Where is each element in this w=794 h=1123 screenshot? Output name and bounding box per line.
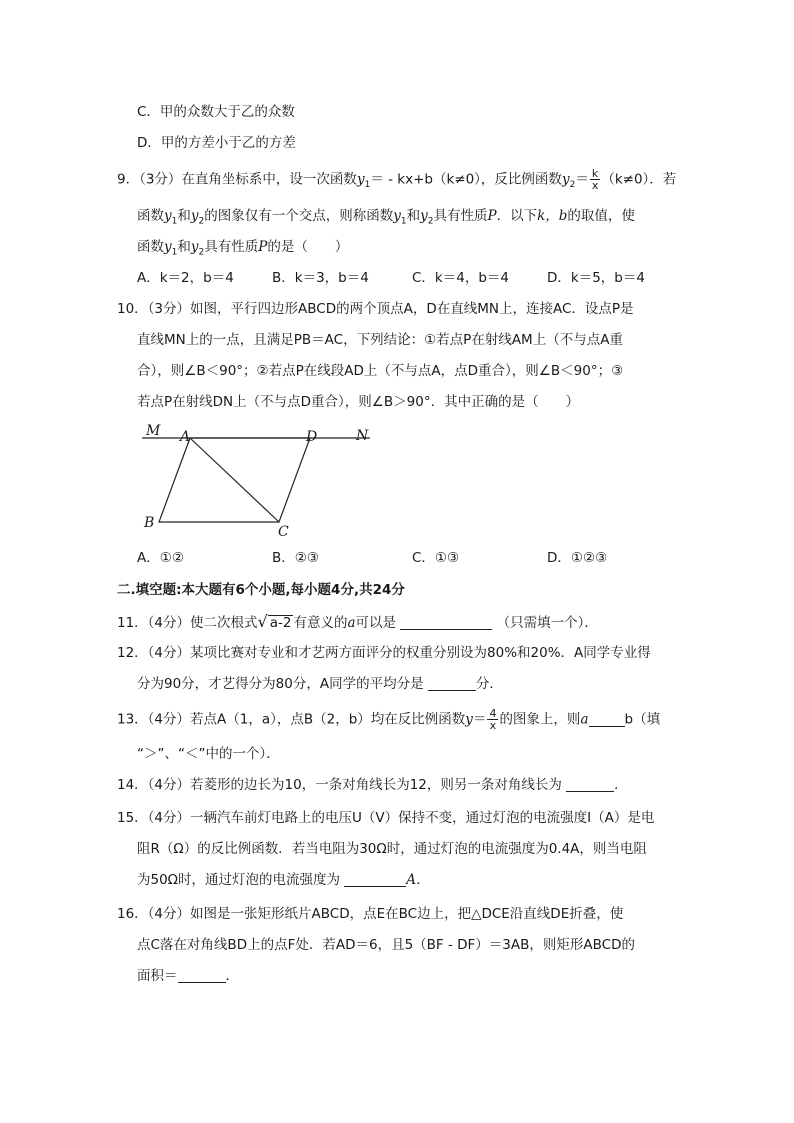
q10-line-3: 合），则∠B＜90°；②若点P在线段AD上（不与点A，点D重合），则∠B＜90°；③ — [137, 363, 624, 379]
section-heading: 二.填空题:本大题有6个小题,每小题4分,共24分 — [117, 582, 405, 598]
diagonal-ac — [190, 438, 279, 522]
q12-line-1: 12．（4分）某项比赛对专业和才艺两方面评分的权重分别设为80%和20%．A同学专业得 — [117, 645, 651, 661]
q8-option-d: D．甲的方差小于乙的方差 — [137, 135, 296, 151]
q16-line-1: 16．（4分）如图是一张矩形纸片ABCD，点E在BC边上，把△DCE沿直线DE折叠，使 — [117, 906, 624, 922]
q9-option-a: A．k＝2，b＝4 — [137, 270, 234, 286]
q10-option-a: A．①② — [137, 550, 184, 566]
q9-line-1: 9．（3分）在直角坐标系中，设一次函数$y_1= - kx+b(k\ne 0)$，反比例函数$y_2=$ $\frac{k}{x}$ （k≠0）．若 — [117, 167, 677, 192]
label-a: A — [180, 429, 191, 445]
label-n: N — [356, 428, 369, 444]
q11-answer-blank[interactable] — [400, 615, 492, 630]
q9-line-2: 函数$y_1$和$y_2$的图象仅有一个交点，则称函数$y_1$和$y_2$具有性质P．以下k，b的取值，使 — [137, 208, 635, 227]
q9-y2: y — [561, 171, 570, 188]
q12-answer-blank[interactable] — [428, 676, 476, 691]
q10-option-b: B．②③ — [272, 550, 319, 566]
label-d: D — [306, 429, 318, 445]
q15-answer-blank[interactable] — [344, 872, 406, 887]
label-m: M — [146, 423, 161, 439]
q9-text: 在直角坐标系中，设一次函数 — [181, 171, 357, 188]
q10-line-4: 若点P在射线DN上（不与点D重合），则∠B＞90°．其中正确的是（ ） — [137, 394, 580, 410]
q16-line-3: 面积＝ ． — [137, 968, 239, 984]
q9-text: ＝ - kx+b（k≠0），反比例函数 — [370, 171, 562, 188]
q9-text: （k≠0）．若 — [601, 171, 677, 188]
q9-score: （3分） — [139, 171, 182, 188]
q10-line-2: 直线MN上的一点，且满足PB＝AC，下列结论：①若点P在射线AM上（不与点A重 — [137, 332, 623, 348]
q11-radicand: a-2 — [269, 615, 292, 631]
q13-fraction: $\frac{4}{x}$ — [489, 707, 497, 732]
q10-option-d: D．①②③ — [547, 550, 608, 566]
q8-option-c: C．甲的众数大于乙的众数 — [137, 104, 295, 120]
q9-sub1: 1 — [364, 180, 371, 191]
label-c: C — [278, 524, 289, 540]
q11-line: 11．（4分）使二次根式√ a-2 有意义的a可以是 （只需填一个）． — [117, 612, 598, 631]
q9-option-c: C．k＝4，b＝4 — [412, 270, 509, 286]
q13-line-1: 13．（4分）若点A（1，a），点B（2，b）均在反比例函数y＝ $\frac{4}{x}$ 的图象上，则a b（填 — [117, 707, 661, 732]
q14-line: 14．（4分）若菱形的边长为10，一条对角线长为12，则另一条对角线长为 ． — [117, 777, 628, 793]
q16-line-2: 点C落在对角线BD上的点F处．若AD＝6，且5（BF - DF）＝3AB，则矩形ABCD的 — [137, 937, 635, 953]
q9-fraction: $\frac{k}{x}$ — [591, 167, 599, 192]
q15-line-1: 15．（4分）一辆汽车前灯电路上的电压U（V）保持不变，通过灯泡的电流强度I（A）是电 — [117, 810, 655, 826]
q15-line-3: 为50Ω时，通过灯泡的电流强度为 A． — [137, 872, 430, 888]
q15-line-2: 阻R（Ω）的反比例函数．若当电阻为30Ω时，通过灯泡的电流强度为0.4A，则当电阻 — [137, 841, 647, 857]
q9-option-b: B．k＝3，b＝4 — [272, 270, 369, 286]
q10-option-c: C．①③ — [412, 550, 460, 566]
q9-sub2: 2 — [569, 180, 576, 191]
q12-line-2: 分为90分，才艺得分为80分，A同学的平均分是 分． — [137, 676, 503, 692]
q9-y1: y — [356, 171, 365, 188]
q13-answer-blank[interactable] — [589, 712, 625, 727]
parallelogram-figure — [138, 422, 378, 542]
q14-answer-blank[interactable] — [566, 777, 614, 792]
q16-answer-blank[interactable] — [178, 968, 226, 983]
q13-line-2: “＞”、“＜”中的一个）． — [137, 746, 280, 762]
label-b: B — [144, 515, 155, 531]
q9-option-d: D．k＝5，b＝4 — [547, 270, 645, 286]
q9-line-3: 函数$y_1$和$y_2$具有性质P的是（ ） — [137, 239, 349, 258]
q9-number: 9． — [117, 171, 140, 188]
q10-line-1: 10．（3分）如图，平行四边形ABCD的两个顶点A，D在直线MN上，连接AC．设点P是 — [117, 301, 634, 317]
